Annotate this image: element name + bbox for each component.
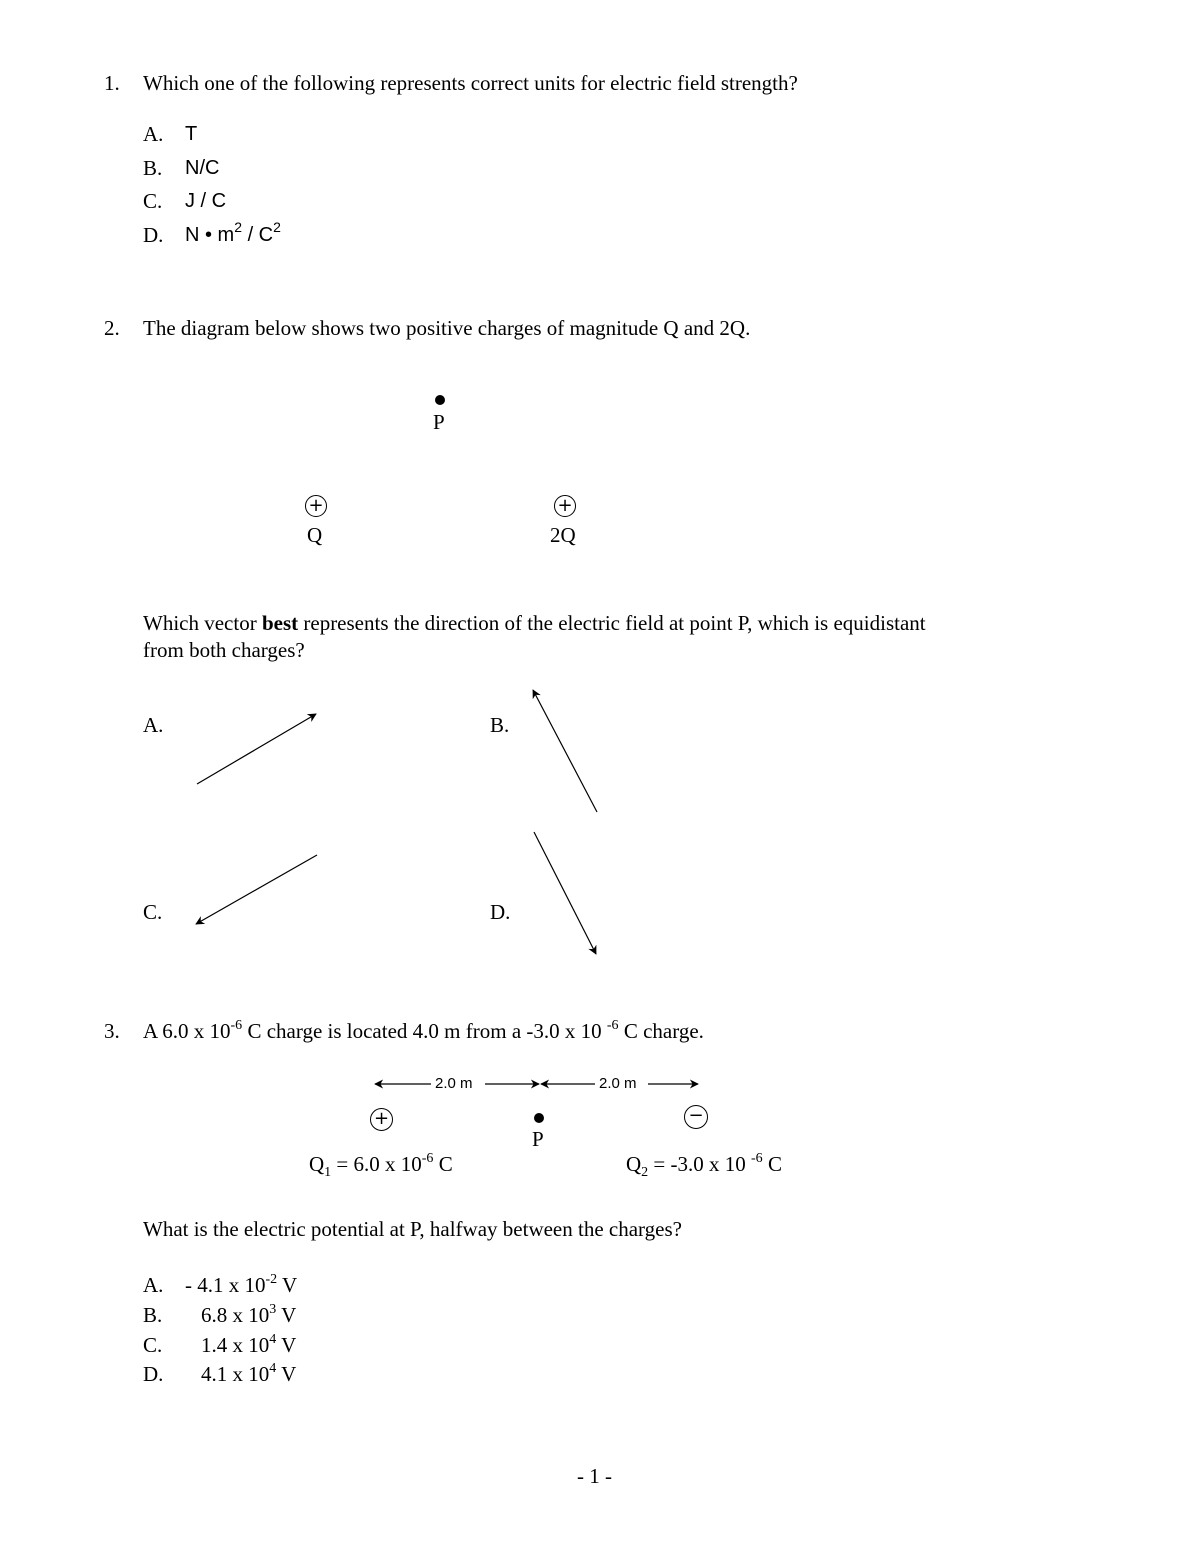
charge-q-label: Q (307, 523, 323, 547)
option-letter: B. (143, 1303, 163, 1327)
question-number: 3. (104, 1019, 120, 1043)
option-text: 4.1 x $10^4$ V (201, 1361, 297, 1386)
option-letter: C. (143, 189, 163, 213)
page-number: - 1 - (577, 1464, 612, 1488)
question-intro: A 6.0 x $10^{-6}$ C charge is located 4.0 m from a -3.0 x 10 $^{-6}$ C charge. (143, 1018, 704, 1043)
charge-q1-value: $Q_1 = 6.0$ x $10^{-6}$ C (309, 1151, 453, 1180)
positive-charge-icon: + (554, 495, 576, 517)
distance-label-right: 2.0 m (599, 1075, 637, 1092)
option-text: 6.8 x $10^3$ V (201, 1302, 297, 1327)
option-text: T (185, 123, 198, 145)
charge-q2-value: $Q_2 = -3.0$ x 10 $^{-6}$ C (626, 1151, 782, 1180)
question-text-line-1: Which vector best represents the direction of the electric field at point P, which is equidistant (143, 611, 926, 635)
question-text: What is the electric potential at P, halfway between the charges? (143, 1217, 682, 1241)
positive-charge-icon: + (305, 495, 327, 517)
option-letter: A. (143, 1273, 164, 1297)
option-text: - 4.1 x $10^{-2}$ V (185, 1272, 298, 1297)
option-letter: D. (143, 1362, 164, 1386)
point-p-label: P (532, 1127, 544, 1151)
distance-label-left: 2.0 m (435, 1075, 473, 1092)
option-letter: C. (143, 1333, 163, 1357)
option-text: 1.4 x $10^4$ V (201, 1332, 297, 1357)
option-letter: D. (143, 223, 164, 247)
option-text: J / C (185, 190, 227, 212)
question-text: Which one of the following represents correct units for electric field strength? (143, 71, 798, 95)
option-letter: A. (143, 122, 164, 146)
question-number: 2. (104, 316, 120, 340)
question-intro: The diagram below shows two positive charges of magnitude Q and 2Q. (143, 316, 751, 340)
option-letter: C. (143, 900, 163, 924)
positive-charge-icon: + (370, 1108, 393, 1131)
point-p-label: P (433, 410, 445, 434)
option-text: N • $m^2 / C^2$ (185, 219, 281, 246)
negative-charge-icon: − (684, 1105, 708, 1129)
option-letter: A. (143, 713, 164, 737)
charge-2q-label: 2Q (550, 523, 576, 547)
question-text-line-2: from both charges? (143, 638, 305, 662)
option-text: N/C (185, 157, 220, 179)
question-number: 1. (104, 71, 120, 95)
point-p-dot (534, 1113, 544, 1123)
option-letter: B. (143, 156, 163, 180)
option-letter: B. (490, 713, 510, 737)
option-letter: D. (490, 900, 511, 924)
